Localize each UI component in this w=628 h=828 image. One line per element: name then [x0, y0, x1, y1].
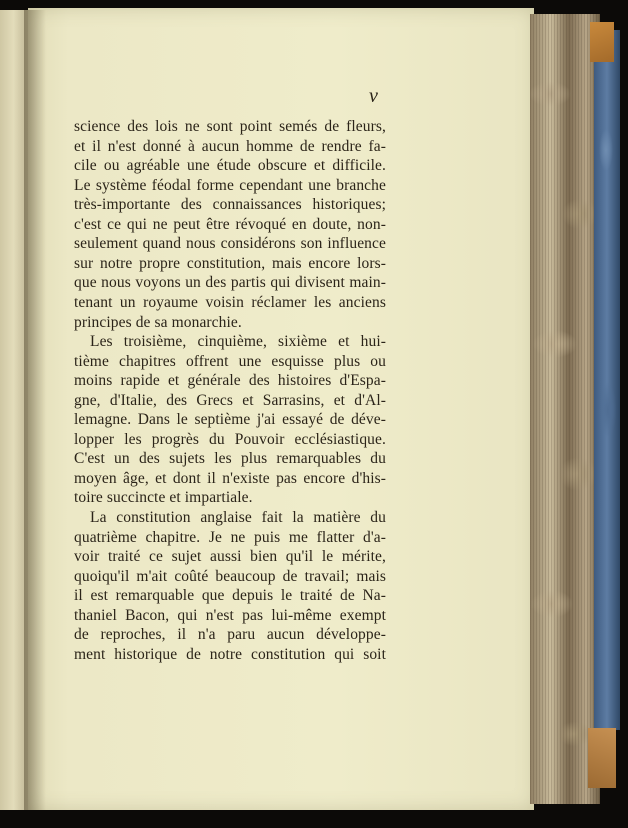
text-line: lemagne. Dans le septième j'ai essayé de déve-: [74, 411, 386, 429]
text-line: tième chapitres offrent une esquisse plus ou: [74, 352, 386, 370]
text-line: sur notre propre constitution, mais encore lors-: [74, 254, 386, 272]
text-line: et il n'est donné à aucun homme de rendre fa-: [74, 137, 386, 155]
text-line: science des lois ne sont point semés de fleurs,: [74, 118, 386, 135]
page-number: v: [369, 85, 378, 107]
text-line: quoiqu'il m'ait coûté beaucoup de travail; mais: [74, 567, 386, 585]
text-line: toire succincte et impartiale.: [74, 489, 253, 507]
text-line: moins rapide et générale des histoires d'Espa-: [74, 372, 386, 390]
text-line: lopper les progrès du Pouvoir ecclésiastique.: [74, 430, 386, 448]
text-line: C'est un des sujets les plus remarquables du: [74, 450, 386, 468]
text-line: c'est ce qui ne peut être révoqué en doute, non-: [74, 215, 386, 233]
text-line: tenant un royaume voisin réclamer les anciens: [74, 294, 386, 311]
page-fore-edge: [530, 14, 600, 804]
cover-corner-top: [590, 22, 614, 62]
text-line: ment historique de notre constitution qui soit: [74, 645, 386, 663]
text-line: quatrième chapitre. Je ne puis me flatter d'a-: [74, 528, 386, 546]
text-line: moyen âge, et dont il n'existe pas encore d'his-: [74, 469, 386, 487]
gutter-shadow: [24, 10, 46, 810]
text-line: La constitution anglaise fait la matière du: [90, 509, 386, 526]
text-line: cile ou agréable une étude obscure et difficile.: [74, 157, 386, 175]
text-line: très-importante des connaissances historiques;: [74, 196, 386, 214]
text-line: gne, d'Italie, des Grecs et Sarrasins, et d'Al-: [74, 391, 386, 409]
text-line: que nous voyons un des partis qui divisent main-: [74, 274, 386, 292]
text-line: il est remarquable que depuis le traité de Na-: [74, 587, 386, 605]
text-line: Les troisième, cinquième, sixième et hui-: [90, 333, 386, 351]
text-line: Le système féodal forme cependant une branche: [74, 176, 386, 194]
text-line: seulement quand nous considérons son influence: [74, 235, 386, 253]
text-line: voir traité ce sujet aussi bien qu'il le mérite,: [74, 548, 386, 566]
text-line: de reproches, il n'a paru aucun développe-: [74, 626, 386, 644]
text-line: thaniel Bacon, qui n'est pas lui-même exempt: [74, 606, 386, 624]
marbled-cover-board: [594, 30, 620, 730]
cover-corner-bottom: [588, 728, 616, 788]
text-line: principes de sa monarchie.: [74, 313, 242, 331]
